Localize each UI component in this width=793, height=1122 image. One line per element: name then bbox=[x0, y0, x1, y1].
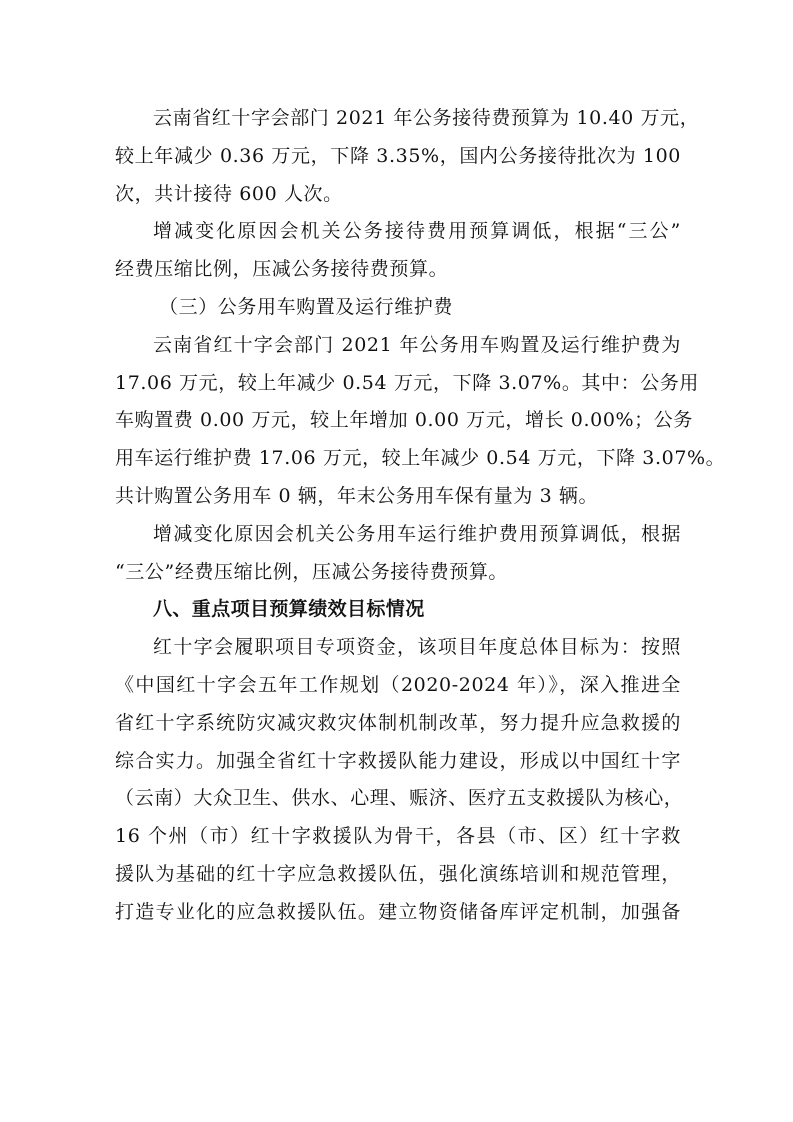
paragraph-line: 红十字会履职项目专项资金，该项目年度总体目标为：按照 bbox=[153, 636, 681, 659]
document-body bbox=[115, 100, 726, 932]
paragraph-line: 17.06 万元，较上年减少 0.54 万元，下降 3.07%。其中：公务用 bbox=[115, 371, 700, 394]
paragraph-line: 省红十字系统防灾减灾救灾体制机制改革，努力提升应急救援的 bbox=[115, 711, 681, 734]
paragraph-line: 云南省红十字会部门 2021 年公务用车购置及运行维护费为 bbox=[153, 333, 681, 356]
paragraph-line: 增减变化原因会机关公务用车运行维护费用预算调低，根据 bbox=[153, 522, 681, 545]
section-subheading: （三）公务用车购置及运行维护费 bbox=[159, 295, 454, 318]
paragraph-line: “三公”经费压缩比例，压减公务接待费预算。 bbox=[115, 560, 509, 583]
paragraph-line: 16 个州（市）红十字救援队为骨干，各县（市、区）红十字救 bbox=[115, 825, 681, 848]
paragraph-line: 车购置费 0.00 万元，较上年增加 0.00 万元，增长 0.00%；公务 bbox=[115, 409, 693, 432]
paragraph-line: 共计购置公务用车 0 辆，年末公务用车保有量为 3 辆。 bbox=[115, 484, 599, 507]
paragraph-line: 打造专业化的应急救援队伍。建立物资储备库评定机制，加强备 bbox=[115, 900, 681, 923]
paragraph-line: 云南省红十字会部门 2021 年公务接待费预算为 10.40 万元， bbox=[153, 107, 700, 129]
paragraph-line: 经费压缩比例，压减公务接待费预算。 bbox=[115, 258, 449, 281]
paragraph-line: 用车运行维护费 17.06 万元，较上年减少 0.54 万元，下降 3.07%。 bbox=[115, 447, 726, 470]
paragraph-line: 次，共计接待 600 人次。 bbox=[115, 182, 343, 205]
paragraph-line: 《中国红十字会五年工作规划（2020-2024 年）》，深入推进全 bbox=[115, 673, 681, 696]
paragraph-line: 增减变化原因会机关公务接待费用预算调低，根据“三公” bbox=[153, 220, 681, 243]
paragraph-line: 援队为基础的红十字应急救援队伍，强化演练培训和规范管理， bbox=[115, 862, 681, 885]
paragraph-line: 综合实力。加强全省红十字救援队能力建设，形成以中国红十字 bbox=[115, 749, 681, 772]
section-heading: 八、重点项目预算绩效目标情况 bbox=[153, 598, 425, 621]
paragraph-line: 较上年减少 0.36 万元，下降 3.35%，国内公务接待批次为 100 bbox=[115, 144, 681, 167]
paragraph-line: （云南）大众卫生、供水、心理、赈济、医疗五支救援队为核心， bbox=[115, 787, 684, 810]
